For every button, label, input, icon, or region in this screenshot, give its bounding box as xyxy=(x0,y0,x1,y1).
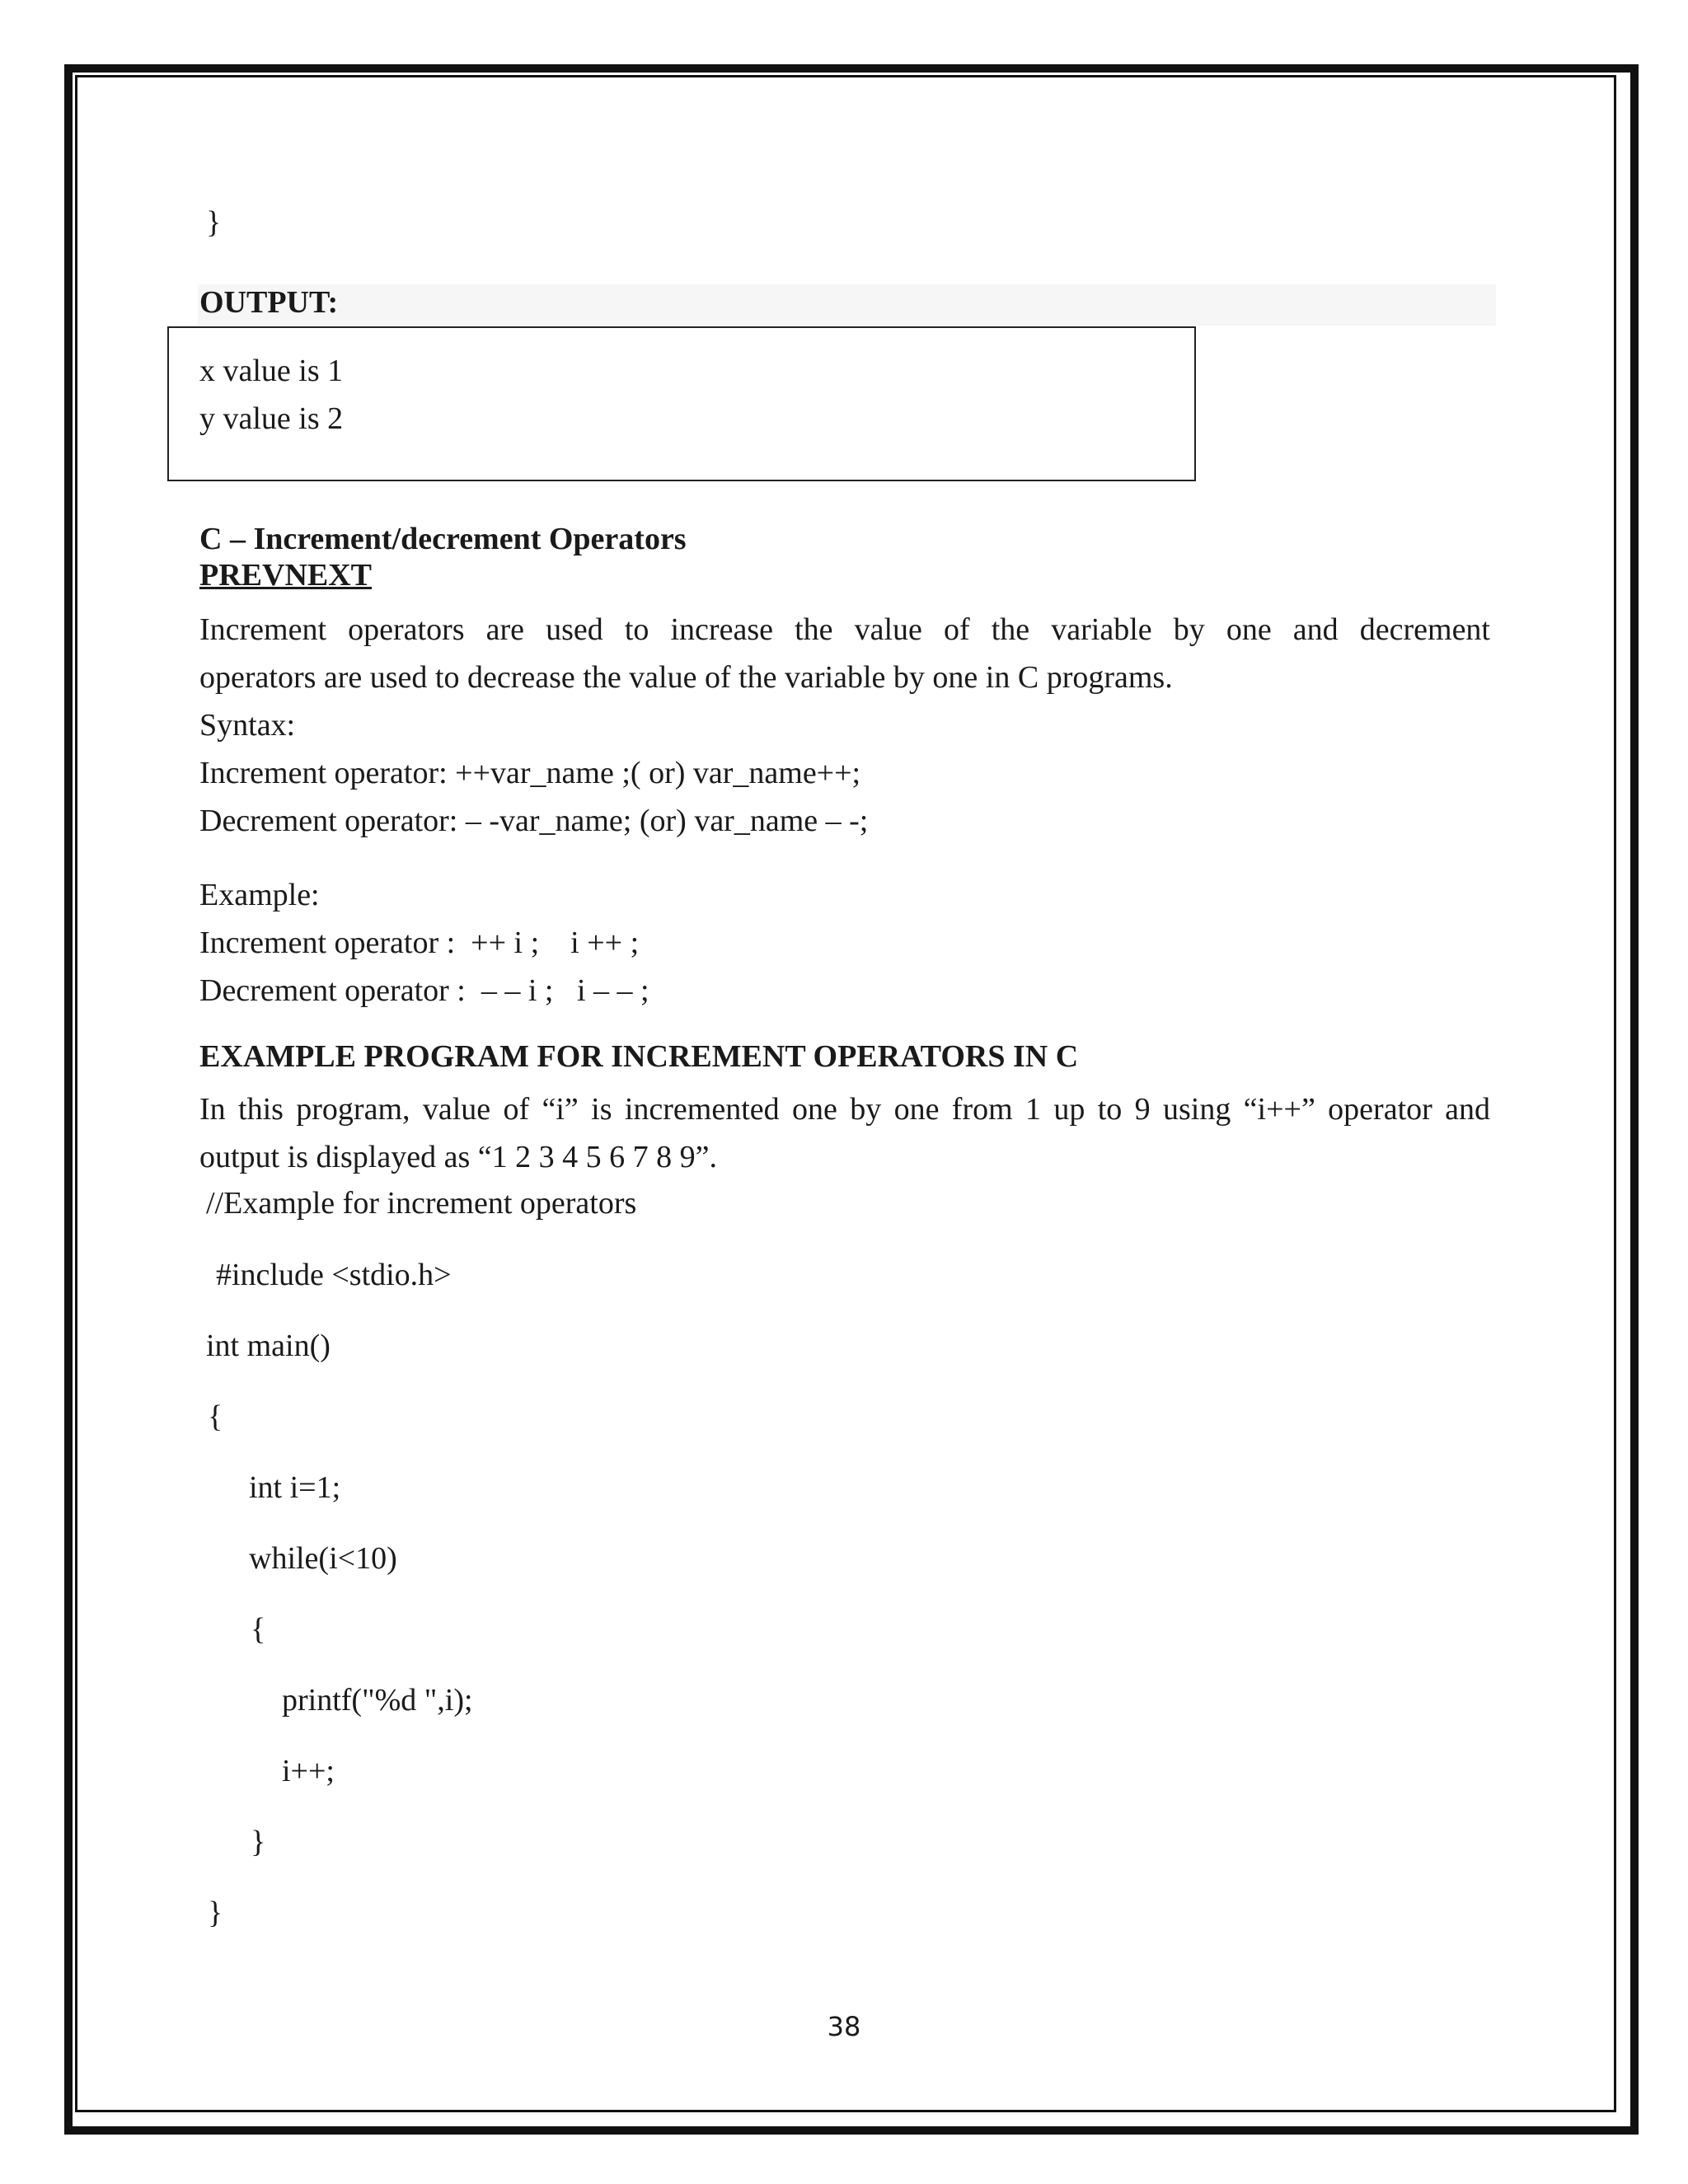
code-line-main: int main() xyxy=(206,1329,331,1363)
code-line-open-brace: { xyxy=(208,1399,223,1434)
program-description-line-1: In this program, value of “i” is incremented one by one from 1 up to 9 using “i++” operator and xyxy=(199,1092,1490,1127)
intro-paragraph-line-2: operators are used to decrease the value of the variable by one in C programs. xyxy=(199,660,1173,695)
example-decrement: Decrement operator : – – i ; i – – ; xyxy=(199,973,649,1008)
code-line-include: #include <stdio.h> xyxy=(216,1258,452,1292)
section-title: C – Increment/decrement Operators xyxy=(199,522,687,556)
program-heading: EXAMPLE PROGRAM FOR INCREMENT OPERATORS IN C xyxy=(199,1039,1079,1074)
code-line-printf: printf("%d ",i); xyxy=(282,1683,473,1718)
example-label: Example: xyxy=(199,878,320,912)
output-line-1: x value is 1 xyxy=(199,354,344,388)
output-heading-band xyxy=(198,284,1496,326)
program-description-line-2: output is displayed as “1 2 3 4 5 6 7 8 9”. xyxy=(199,1140,717,1174)
intro-paragraph-line-1: Increment operators are used to increase the value of the variable by one and decrement xyxy=(199,612,1490,647)
output-heading: OUTPUT: xyxy=(199,285,339,320)
prev-next-link[interactable]: PREVNEXT xyxy=(199,558,373,593)
example-increment: Increment operator : ++ i ; i ++ ; xyxy=(199,926,640,960)
page-number: 38 xyxy=(827,2011,861,2042)
closing-brace: } xyxy=(206,205,222,240)
code-line-increment: i++; xyxy=(282,1754,335,1788)
code-line-while: while(i<10) xyxy=(249,1541,397,1576)
syntax-increment: Increment operator: ++var_name ;( or) var_name++; xyxy=(199,756,861,790)
syntax-label: Syntax: xyxy=(199,708,296,743)
code-line-while-open-brace: { xyxy=(251,1612,266,1647)
syntax-decrement: Decrement operator: – -var_name; (or) var_name – -; xyxy=(199,804,869,838)
code-line-while-close-brace: } xyxy=(251,1825,266,1859)
code-line-declaration: int i=1; xyxy=(249,1470,341,1505)
code-line-close-brace: } xyxy=(208,1896,223,1930)
code-comment: //Example for increment operators xyxy=(206,1186,637,1221)
output-line-2: y value is 2 xyxy=(199,401,344,436)
